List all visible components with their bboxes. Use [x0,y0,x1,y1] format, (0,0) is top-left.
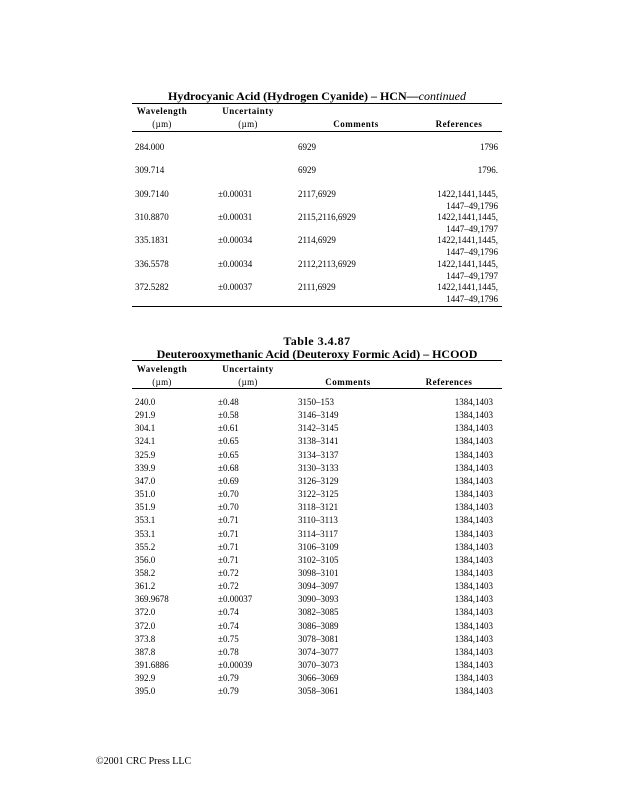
comments-cell: 3098–3101 [298,567,339,578]
comments-cell: 3070–3073 [298,660,339,670]
comments-cell: 3074–3077 [298,646,339,657]
wavelength-cell: 240.0 [135,397,156,407]
table2-header-wavelength-unit: (µm) [152,377,172,387]
wavelength-cell: 372.0 [135,607,156,618]
uncertainty-cell: ±0.71 [218,554,239,565]
wavelength-cell: 395.0 [135,686,156,697]
references-cell-continued: 1447–49,1797 [446,223,498,234]
references-cell: 1422,1441,1445, [437,281,498,292]
comments-cell: 3114–3117 [298,528,338,539]
table2-title: Deuterooxymethanic Acid (Deuteroxy Formic Acid) – HCOOD [156,347,478,361]
references-cell: 1384,1403 [454,686,493,697]
comments-cell: 3146–3149 [298,410,339,421]
wavelength-cell: 369.9678 [135,594,169,605]
uncertainty-cell: ±0.48 [218,397,239,407]
wavelength-cell: 310.8870 [135,211,169,222]
table1-header-uncertainty-unit: (µm) [238,119,258,129]
uncertainty-cell: ±0.79 [218,673,239,684]
wavelength-cell: 336.5578 [135,258,169,269]
uncertainty-cell: ±0.65 [218,449,239,460]
references-cell: 1384,1403 [454,620,493,631]
references-cell-continued: 1447–49,1797 [446,270,498,281]
uncertainty-cell: ±0.00031 [218,211,253,222]
references-cell-continued: 1447–49,1796 [446,293,498,304]
wavelength-cell: 361.2 [135,581,156,592]
wavelength-cell: 356.0 [135,554,156,565]
uncertainty-cell: ±0.74 [218,620,239,631]
uncertainty-cell: ±0.78 [218,646,239,657]
wavelength-cell: 355.2 [135,541,156,552]
wavelength-cell: 339.9 [135,462,156,473]
table1-title [132,89,502,104]
uncertainty-cell: ±0.71 [218,541,239,552]
references-cell: 1796. [477,165,498,176]
wavelength-cell: 291.9 [135,410,156,421]
comments-cell: 3110–3113 [298,515,338,526]
references-cell: 1384,1403 [454,423,493,434]
uncertainty-cell: ±0.61 [218,423,239,434]
uncertainty-cell: ±0.00039 [218,660,253,670]
comments-cell: 3066–3069 [298,673,339,684]
wavelength-cell: 372.0 [135,620,156,631]
comments-cell: 6929 [298,165,316,176]
comments-cell: 6929 [298,142,316,152]
references-cell-continued: 1447–49,1796 [446,200,498,211]
table1-header-wavelength: Wavelength [136,106,188,116]
wavelength-cell: 284.000 [135,142,165,152]
wavelength-cell: 351.0 [135,489,156,500]
table2-header-comments: Comments [325,377,371,387]
comments-cell: 3142–3145 [298,423,339,434]
table1-header-comments: Comments [333,119,379,129]
wavelength-cell: 324.1 [135,436,156,447]
references-cell: 1384,1403 [454,502,493,513]
table2-header-references: References [425,377,473,387]
uncertainty-cell: ±0.58 [218,410,239,421]
uncertainty-cell: ±0.00037 [218,594,253,605]
comments-cell: 2117,6929 [298,188,336,199]
wavelength-cell: 309.714 [135,165,165,176]
table2-number: Table 3.4.87 [283,334,351,348]
table1-header-references: References [435,119,483,129]
wavelength-cell: 387.8 [135,646,156,657]
references-cell: 1384,1403 [454,567,493,578]
references-cell: 1384,1403 [454,660,493,670]
uncertainty-cell: ±0.00034 [218,235,253,246]
uncertainty-cell: ±0.79 [218,686,239,697]
comments-cell: 3106–3109 [298,541,339,552]
uncertainty-cell: ±0.00034 [218,258,253,269]
references-cell: 1384,1403 [454,489,493,500]
uncertainty-cell: ±0.72 [218,567,239,578]
references-cell: 1384,1403 [454,462,493,473]
comments-cell: 3118–3121 [298,502,339,513]
references-cell: 1384,1403 [454,436,493,447]
table2-top-rule [132,360,502,361]
references-cell: 1384,1403 [454,554,493,565]
table1-header-rule [132,131,502,132]
references-cell: 1384,1403 [454,449,493,460]
references-cell: 1384,1403 [454,410,493,421]
references-cell: 1384,1403 [454,397,493,407]
wavelength-cell: 335.1831 [135,235,169,246]
references-cell: 1384,1403 [454,633,493,644]
references-cell: 1422,1441,1445, [437,258,498,269]
table1-title-continued: continued [418,89,466,103]
table1-header-uncertainty: Uncertainty [222,106,274,116]
uncertainty-cell: ±0.72 [218,581,239,592]
references-cell: 1384,1403 [454,646,493,657]
references-cell: 1384,1403 [454,541,493,552]
references-cell: 1422,1441,1445, [437,188,498,199]
references-cell: 1422,1441,1445, [437,211,498,222]
comments-cell: 3102–3105 [298,554,339,565]
comments-cell: 3126–3129 [298,475,339,486]
table2-header-uncertainty: Uncertainty [222,364,274,374]
comments-cell: 3058–3061 [298,686,339,697]
comments-cell: 3134–3137 [298,449,339,460]
references-cell: 1384,1403 [454,594,493,605]
comments-cell: 3138–3141 [298,436,339,447]
references-cell: 1796 [480,142,498,152]
wavelength-cell: 351.9 [135,502,156,513]
comments-cell: 3122–3125 [298,489,339,500]
table2-header-rule [132,388,502,389]
comments-cell: 2111,6929 [298,281,336,292]
copyright-footer: ©2001 CRC Press LLC [96,756,192,767]
wavelength-cell: 353.1 [135,515,156,526]
uncertainty-cell: ±0.71 [218,515,239,526]
comments-cell: 2115,2116,6929 [298,211,356,222]
references-cell: 1422,1441,1445, [437,235,498,246]
comments-cell: 3130–3133 [298,462,339,473]
uncertainty-cell: ±0.71 [218,528,239,539]
wavelength-cell: 304.1 [135,423,156,434]
comments-cell: 3150–153 [298,397,334,407]
references-cell: 1384,1403 [454,607,493,618]
wavelength-cell: 347.0 [135,475,156,486]
comments-cell: 3090–3093 [298,594,339,605]
comments-cell: 3094–3097 [298,581,339,592]
references-cell: 1384,1403 [454,515,493,526]
table1-bottom-rule [132,306,502,307]
uncertainty-cell: ±0.68 [218,462,239,473]
wavelength-cell: 373.8 [135,633,156,644]
table1-header-wavelength-unit: (µm) [152,119,172,129]
references-cell: 1384,1403 [454,528,493,539]
references-cell: 1384,1403 [454,475,493,486]
references-cell: 1384,1403 [454,581,493,592]
comments-cell: 3086–3089 [298,620,339,631]
wavelength-cell: 353.1 [135,528,156,539]
references-cell: 1384,1403 [454,673,493,684]
table1-top-rule [132,103,502,104]
uncertainty-cell: ±0.70 [218,502,239,513]
wavelength-cell: 391.6886 [135,660,169,670]
comments-cell: 2112,2113,6929 [298,258,356,269]
table2-header-uncertainty-unit: (µm) [238,377,258,387]
table2-header-wavelength: Wavelength [136,364,188,374]
comments-cell: 2114,6929 [298,235,336,246]
comments-cell: 3078–3081 [298,633,339,644]
references-cell-continued: 1447–49,1796 [446,247,498,258]
table1-title-text: Hydrocyanic Acid (Hydrogen Cyanide) – HCN— [168,89,419,103]
uncertainty-cell: ±0.00037 [218,281,253,292]
uncertainty-cell: ±0.00031 [218,188,253,199]
uncertainty-cell: ±0.75 [218,633,239,644]
wavelength-cell: 372.5282 [135,281,169,292]
uncertainty-cell: ±0.65 [218,436,239,447]
uncertainty-cell: ±0.69 [218,475,239,486]
uncertainty-cell: ±0.70 [218,489,239,500]
wavelength-cell: 309.7140 [135,188,169,199]
comments-cell: 3082–3085 [298,607,339,618]
uncertainty-cell: ±0.74 [218,607,239,618]
wavelength-cell: 392.9 [135,673,156,684]
wavelength-cell: 358.2 [135,567,156,578]
wavelength-cell: 325.9 [135,449,156,460]
